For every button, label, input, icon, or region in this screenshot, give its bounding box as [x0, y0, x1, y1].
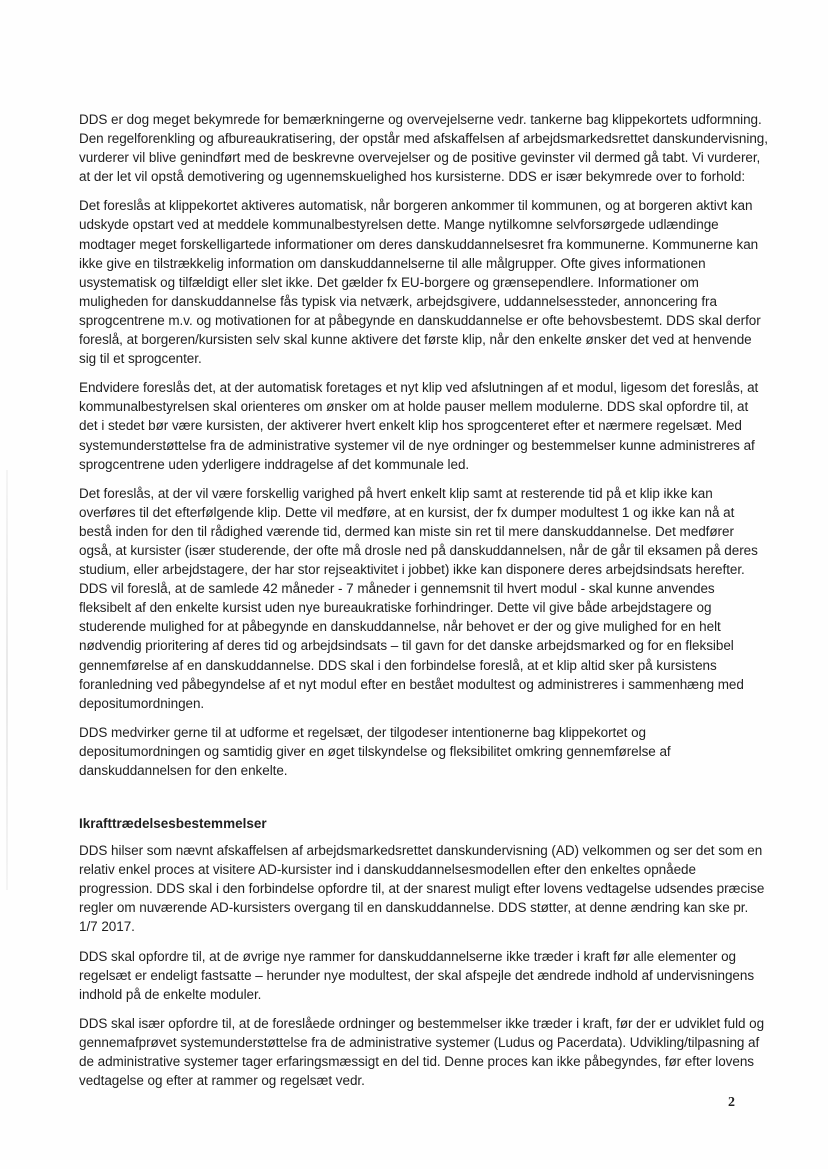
page-number: 2 [728, 1095, 735, 1110]
paragraph-automatic-activation: Det foreslås at klippekortet aktiveres automatisk, når borgeren ankommer til kommunen, og at borgeren aktivt kan udskyde opstart ved at meddele kommunalbestyrelsen dette. Mange nytilkomne selvforsørgede udlændinge modtager meget forskelligartede informationer om deres danskuddannelsesret fra kommunerne. Kommunerne kan ikke give en tilstrækkelig information om danskuddannelserne til alle målgrupper. Ofte gives informationen usystematisk og tilfældigt eller slet ikke. Det gælder fx EU-borgere og grænsependlere. Informationer om muligheden for danskuddannelse fås typisk via netværk, arbejdsgivere, uddannelsessteder, annoncering fra sprogcentrene m.v. og motivationen for at påbegynde en danskuddannelse er ofte behovsbestemt. DDS skal derfor foreslå, at borgeren/kursisten selv skal kunne aktivere det første klip, når den enkelte ønsker det ved at henvende sig til et sprogcenter. [79, 198, 761, 367]
document-body [79, 110, 769, 1100]
paragraph-concerns-intro: DDS er dog meget bekymrede for bemærkningerne og overvejelserne vedr. tankerne bag klippekortets udformning. Den regelforenkling og afbureaukratisering, der opstår med afskaffelsen af arbejdsmarkedsrettet danskundervisning, vurderer vil blive genindført med de beskrevne overvejelser og de positive gevinster vil dermed gå tabt. Vi vurderer, at der let vil opstå demotivering og ugennemskuelighed hos kursisterne. DDS er især bekymrede over to forhold: [79, 112, 768, 185]
paragraph-frameworks-timing: DDS skal opfordre til, at de øvrige nye rammer for danskuddannelserne ikke træder i kraft før alle elementer og regelsæt er endeligt fastsatte – herunder nye modultest, der skal afspejle det ændrede indhold af undervisningens indhold på de enkelte moduler. [79, 948, 755, 1002]
scan-edge-mark [6, 470, 8, 890]
paragraph-clip-duration: Det foreslås, at der vil være forskellig varighed på hvert enkelt klip samt at resterende tid på et klip ikke kan overføres til det efterfølgende klip. Dette vil medføre, at en kursist, der fx dumper modultest 1 og ikke kan nå at bestå inden for den til rådighed værende tid, dermed kan miste sin ret til mere danskuddannelse. Det medfører også, at kursister (især studerende, der ofte må drosle ned på danskuddannelsen, når de går til eksamen på deres studium, eller arbejdstagere, der har stor rejseaktivitet i jobbet) ikke kan disponere deres arbejdsindsats herefter. DDS vil foreslå, at de samlede 42 måneder - 7 måneder i gennemsnit til hvert modul - skal kunne anvendes fleksibelt af den enkelte kursist uden nye bureaukratiske forhindringer. Dette vil give både arbejdstagere og studerende mulighed for at påbegynde en danskuddannelse, når behovet er der og give mulighed for en helt nødvendig prioritering af deres tid og arbejdsindsats – til gavn for det danske arbejdsmarked og for en fleksibel gennemførelse af en danskuddannelse. DDS skal i den forbindelse foreslå, at et klip altid sker på kursistens foranledning ved påbegyndelse af et nyt modul efter en bestået modultest og administreres i sammenhæng med depositumordningen. [79, 485, 758, 711]
paragraph-ad-abolition: DDS hilser som nævnt afskaffelsen af arbejdsmarkedsrettet danskundervisning (AD) velkommen og ser det som en relativ enkel proces at visitere AD-kursister ind i danskuddannelsesmodellen efter den enkeltes opnåede progression. DDS skal i den forbindelse opfordre til, at der snarest muligt efter lovens vedtagelse udsendes præcise regler om nuværende AD-kursisters overgang til en danskuddannelse. DDS støtter, at denne ændring kan ske pr. 1/7 2017. [79, 843, 765, 935]
paragraph-system-support: DDS skal især opfordre til, at de foreslåede ordninger og bestemmelser ikke træder i kraft, før der er udviklet fuld og gennemafprøvet systemunderstøttelse fra de administrative systemer (Ludus og Pacerdata). Udvikling/tilpasning af de administrative systemer tager erfaringsmæssigt en del tid. Denne proces kan ikke påbegyndes, før efter lovens vedtagelse og efter at rammer og regelsæt vedr. [79, 1015, 765, 1089]
section-heading: Ikrafttrædelsesbestemmelser [79, 816, 267, 832]
paragraph-ruleset-offer: DDS medvirker gerne til at udforme et regelsæt, der tilgodeser intentionerne bag klippekortet og depositumordningen og samtidig giver en øget tilskyndelse og fleksibilitet omkring gennemførelse af danskuddannelsen for den enkelte. [79, 724, 671, 778]
paragraph-new-clip-per-module: Endvidere foreslås det, at der automatisk foretages et nyt klip ved afslutningen af et modul, ligesom det foreslås, at kommunalbestyrelsen skal orienteres om ønsker om at holde pauser mellem modulerne. DDS skal opfordre til, at det i stedet bør være kursisten, der aktiverer hvert enkelt klip hos sprogcenteret efter et nærmere regelsæt. Med systemunderstøttelse fra de administrative systemer vil de nye ordninger og bestemmelser kunne administreres af sprogcentrene uden yderligere inddragelse af det kommunale led. [79, 380, 759, 472]
